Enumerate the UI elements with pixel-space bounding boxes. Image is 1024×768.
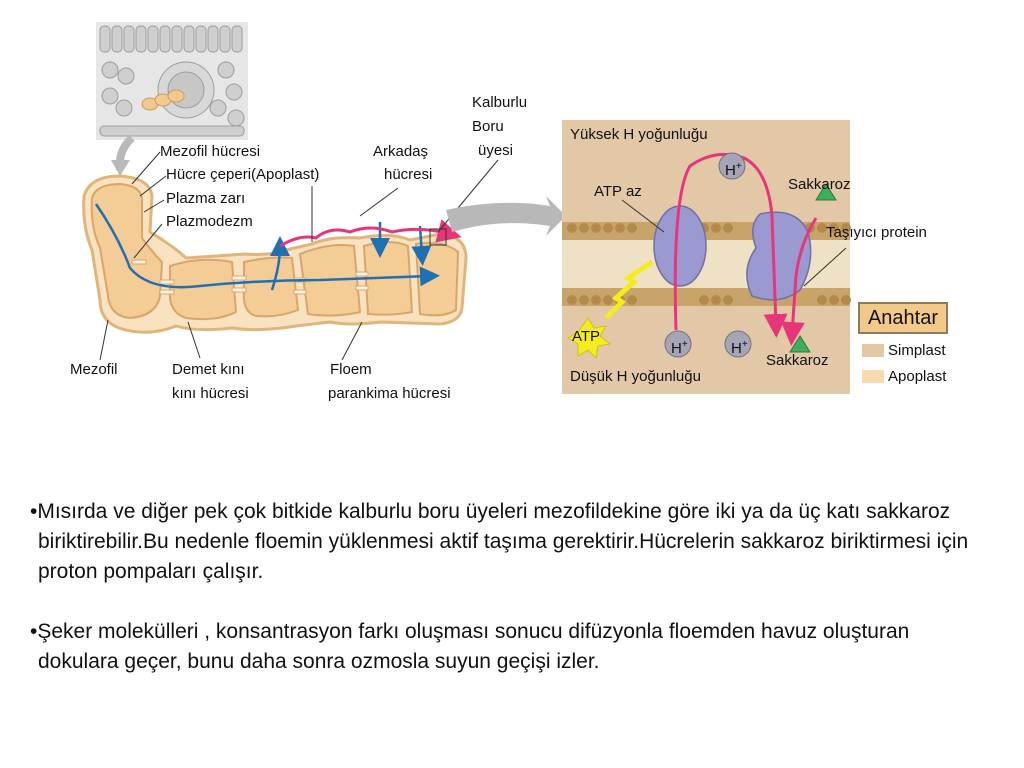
label-sieve-tube-1: Kalburlu bbox=[472, 94, 528, 111]
label-low-h: Düşük H yoğunluğu bbox=[570, 368, 701, 385]
label-transporter: Taşıyıcı protein bbox=[826, 224, 927, 241]
label-proton-bottom-right: H+ bbox=[731, 339, 748, 357]
proton-pump bbox=[654, 206, 706, 286]
label-phloem-2: parankima hücresi bbox=[328, 385, 451, 402]
label-plasmodesma: Plazmodezm bbox=[166, 213, 253, 230]
label-high-h: Yüksek H yoğunluğu bbox=[570, 126, 708, 143]
zoom-arrow bbox=[446, 196, 566, 236]
label-bundle-sheath-1: Demet kını bbox=[172, 361, 245, 378]
key-apoplast: Apoplast bbox=[888, 368, 947, 385]
label-proton-top: H+ bbox=[725, 161, 742, 179]
label-companion-2: hücresi bbox=[384, 166, 433, 183]
label-bundle-sheath-2: kını hücresi bbox=[172, 385, 249, 402]
label-plasma-membrane: Plazma zarı bbox=[166, 190, 246, 207]
key-simplast: Simplast bbox=[888, 342, 946, 359]
bullet-list bbox=[28, 497, 988, 707]
label-companion-1: Arkadaş bbox=[373, 143, 429, 160]
bullet-item: •Şeker molekülleri , konsantrasyon farkı oluşması sonucu difüzyonla floemden havuz oluşturan dokulara geçer, bunu daha sonra ozmosla suyun geçişi izler. bbox=[30, 620, 910, 673]
label-phloem-1: Floem bbox=[330, 361, 372, 378]
simplast-swatch bbox=[862, 344, 884, 357]
bullet-item: •Mısırda ve diğer pek çok bitkide kalburlu boru üyeleri mezofildekine göre iki ya da üç katı sakkaroz biriktirebilir.Bu nedenle floemin yüklenmesi aktif taşıma gerektirir.Hücrelerin sakkaroz biriktirmesi için proton pompaları çalışır. bbox=[30, 500, 969, 583]
key-title: Anahtar bbox=[858, 302, 948, 334]
label-sucrose-bottom: Sakkaroz bbox=[766, 352, 829, 369]
apoplast-swatch bbox=[862, 370, 884, 383]
label-proton-bottom-left: H+ bbox=[671, 339, 688, 357]
label-mesophyll-cell: Mezofil hücresi bbox=[160, 143, 261, 160]
label-mesophyll: Mezofil bbox=[70, 361, 118, 378]
label-sucrose-top: Sakkaroz bbox=[788, 176, 851, 193]
label-sieve-tube-2: Boru bbox=[472, 118, 504, 135]
label-atp: ATP bbox=[572, 328, 601, 345]
label-atp-low: ATP az bbox=[594, 183, 642, 200]
cell-chain bbox=[84, 176, 466, 332]
label-sieve-tube-3: üyesi bbox=[478, 142, 514, 159]
label-cell-wall: Hücre çeperi(Apoplast) bbox=[166, 166, 320, 183]
